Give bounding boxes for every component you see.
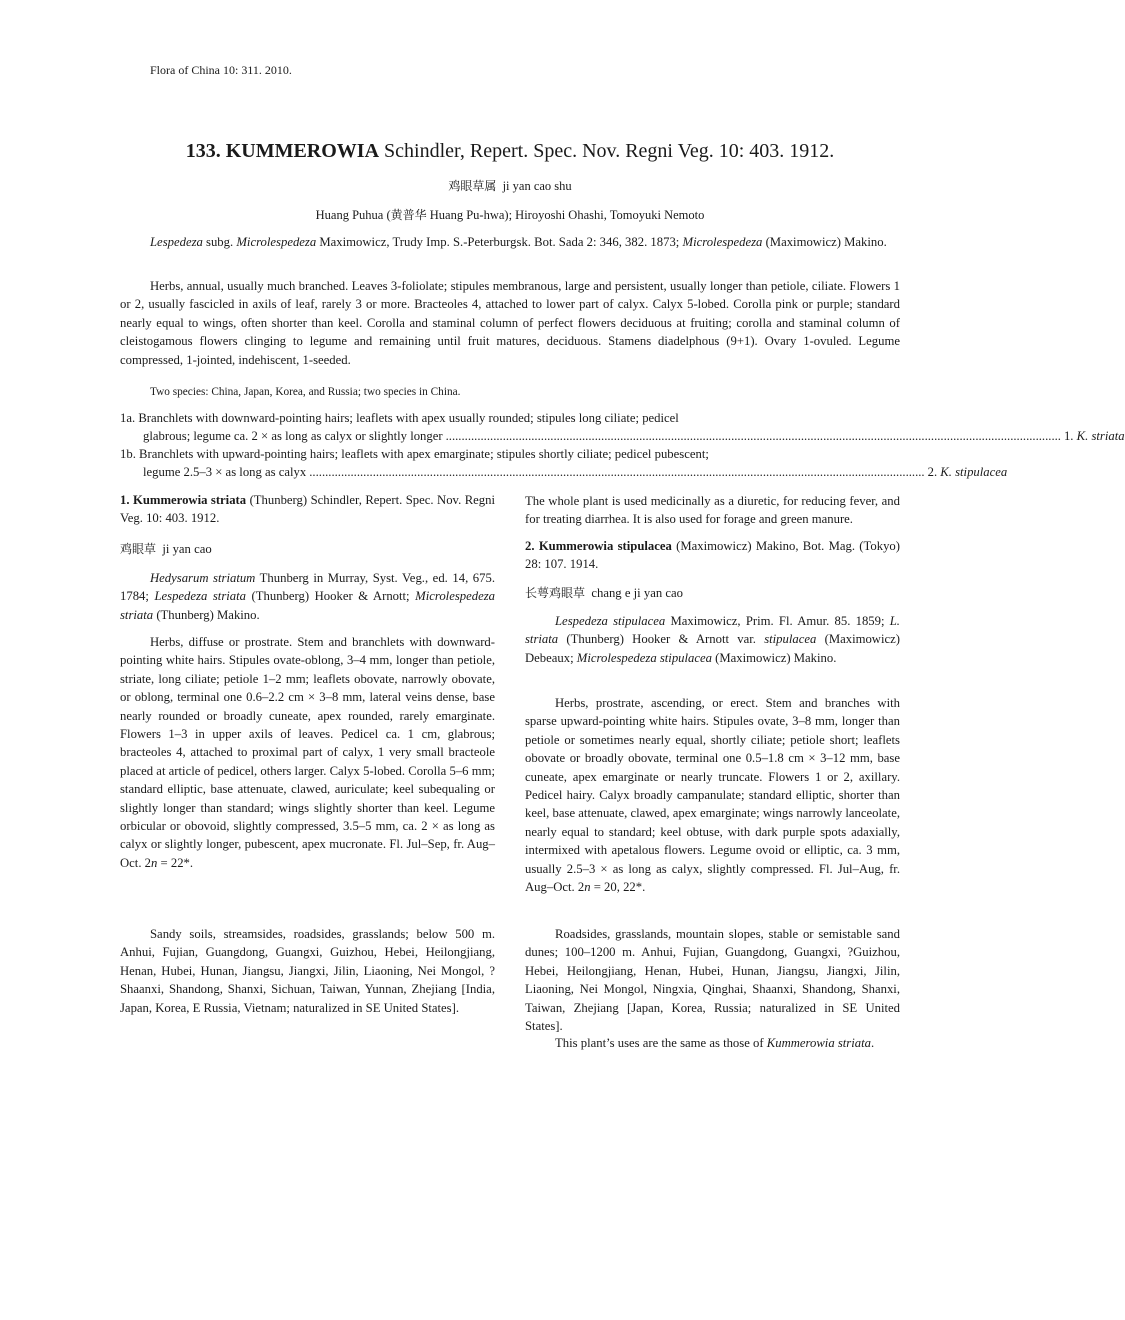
key-1b-result	[928, 463, 1008, 481]
species-2-pinyin: chang e ji yan cao	[591, 586, 683, 600]
syn-microlespedeza-2: Microlespedeza	[682, 235, 763, 249]
genus-synonymy	[120, 233, 900, 251]
species-2-publication: (Maximowicz) Makino, Bot. Mag. (Tokyo) 28: 107. 1914.	[525, 539, 900, 572]
s1-syn-a: Hedysarum striatum	[150, 571, 256, 585]
species-1-number: 1.	[120, 493, 133, 507]
key-1b-text: legume 2.5–3 × as long as calyx	[143, 465, 307, 479]
syn-microlespedeza: Microlespedeza	[236, 235, 317, 249]
genus-pinyin: ji yan cao shu	[502, 179, 572, 193]
genus-number: 133.	[185, 140, 221, 162]
syn-lespedeza: Lespedeza	[150, 235, 203, 249]
authors-pre: Huang Puhua (	[315, 208, 391, 222]
key-1a-line1: 1a. Branchlets with downward-pointing hairs; leaflets with apex usually rounded; stipules long ciliate; pedicel	[120, 411, 679, 425]
s2-syn-h: (Maximowicz) Makino.	[711, 650, 837, 665]
s2-uses-end: .	[870, 1036, 875, 1050]
species-1-chinese-name: 鸡眼草	[120, 542, 157, 556]
species-1-publication: (Thunberg) Schindler, Repert. Spec. Nov. Regni Veg. 10: 403. 1912.	[120, 493, 495, 526]
genus-authors	[120, 206, 900, 223]
species-2-uses	[525, 1034, 900, 1052]
key-1b-line2	[120, 463, 1008, 481]
s1-syn-d: (Thunberg) Hooker & Arnott;	[246, 589, 416, 604]
species-2-title	[525, 537, 900, 574]
key-1a-line2	[120, 427, 1125, 445]
key-1a-species: K. striata	[1076, 429, 1125, 443]
authors-post: Huang Pu-hwa); Hiroyoshi Ohashi, Tomoyuki Nemoto	[426, 208, 705, 222]
syn-text-b: subg.	[202, 235, 237, 249]
species-2-description	[525, 694, 900, 896]
species-1-title	[120, 491, 495, 528]
species-2-chinese-name: 长萼鸡眼草	[525, 586, 586, 600]
key-1a-result	[1064, 427, 1125, 445]
key-1b-line1: 1b. Branchlets with upward-pointing hairs; leaflets with apex emarginate; stipules shortly ciliate; pedicel pubescent;	[120, 447, 709, 461]
species-2-chinese-line	[525, 584, 900, 602]
s2-desc-text: Herbs, prostrate, ascending, or erect. Stem and branches with sparse upward-pointing white hairs. Stipules ovate, 3–8 mm, longer than petiole or sometimes nearly equal, shortly ciliate; petiole short; leaflets obovate or broadly obovate, terminal one 0.5–1.8 cm × 3–12 mm, base cuneate, apex emarginate or nearly truncate. Flowers 1 or 2, axillary. Pedicel hairy. Calyx broadly campanulate; standard elliptic, shorter than keel, base attenuate, clawed, apex emarginate; wings narrowly lanceolate, nearly equal to standard; keel obtuse, with dark purple spots adaxially, intermixed with apetalous flowers. Legume ovoid or elliptic, ca. 3 mm, usually 2.5–3 × as long as calyx, slightly compressed. Fl. Jul–Aug, fr. Aug–Oct. 2	[525, 696, 900, 895]
syn-text-d: Maximowicz, Trudy Imp. S.-Peterburgsk. Bot. Sada 2: 346, 382. 1873;	[316, 235, 683, 249]
key-1b-species: K. stipulacea	[940, 465, 1008, 479]
genus-publication: Schindler, Repert. Spec. Nov. Regni Veg. 10: 403. 1912.	[384, 140, 835, 162]
s2-syn-b: Maximowicz, Prim. Fl. Amur. 85. 1859;	[665, 614, 890, 628]
species-2-name: Kummerowia stipulacea	[538, 539, 672, 553]
s2-syn-e: stipulacea	[764, 632, 817, 647]
genus-distribution: Two species: China, Japan, Korea, and Russia; two species in China.	[150, 386, 461, 398]
s1-syn-b: Thunberg in Murray, Syst. Veg., ed. 14, 675. 1784;	[120, 571, 495, 604]
s2-syn-c: L. striata	[525, 614, 900, 647]
genus-chinese-name: 鸡眼草属	[448, 179, 497, 193]
s1-syn-e: Microlespedeza striata	[120, 589, 496, 622]
species-2-synonymy	[525, 612, 900, 667]
s1-desc-text: Herbs, diffuse or prostrate. Stem and branchlets with downward-pointing white hairs. Stipules ovate-oblong, 3–4 mm, longer than petiole, striate, long ciliate; petiole 1–2 mm; leaflets obovate, narrowly obovate, or oblong, terminal one 0.6–2.2 cm × 3–8 mm, lateral veins dense, base nearly rounded or broadly cuneate, apex rounded, rarely emarginate. Flowers 1–3 in upper axils of leaves. Pedicel ca. 1 cm, glabrous; bracteoles 4, attached to proximal part of calyx, 1 very small bracteole placed at article of pedicel, others larger. Calyx 5-lobed. Corolla 5–6 mm; standard elliptic, base attenuate, clawed, auriculate; keel subequaling or slightly longer than standard; wings slightly shorter than keel. Legume orbicular or obovoid, slightly compressed, 3.5–5 mm, ca. 2 × as long as calyx or slightly longer, pubescent, apex mucronate. Fl. Jul–Sep, fr. Aug–Oct. 2	[120, 635, 495, 870]
s1-syn-f: (Thunberg) Makino.	[153, 607, 260, 622]
s2-desc-count: = 20, 22*.	[590, 880, 646, 895]
species-key	[120, 409, 1125, 481]
page-header-citation: Flora of China 10: 311. 2010.	[150, 63, 292, 77]
s2-desc-n: n	[584, 880, 591, 895]
key-1a-leader-dots: ..................................................................................................................................................................................................	[445, 429, 1061, 443]
key-1a-num: 1.	[1063, 429, 1077, 443]
s2-syn-g: Microlespedeza stipulacea	[576, 650, 712, 665]
key-1a-text: glabrous; legume ca. 2 × as long as calyx or slightly longer	[143, 429, 443, 443]
key-1b-num: 2.	[927, 465, 941, 479]
species-2-habitat: Roadsides, grasslands, mountain slopes, stable or semistable sand dunes; 100–1200 m. Anhui, Fujian, Guangdong, Guangxi, ?Guizhou, Hebei, Heilongjiang, Henan, Hubei, Hunan, Jiangsu, Jiangxi, Jilin, Liaoning, Nei Mongol, Ningxia, Qinghai, Shaanxi, Shandong, Shanxi, Taiwan, Zhejiang [Japan, Korea, Russia; naturalized in SE United States].	[525, 927, 900, 1034]
species-1-name: Kummerowia striata	[132, 493, 247, 507]
syn-text-f: (Maximowicz) Makino.	[762, 235, 887, 249]
genus-description: Herbs, annual, usually much branched. Leaves 3-foliolate; stipules membranous, large and persistent, usually longer than petiole, ciliate. Flowers 1 or 2, usually fascicled in axils of leaf, rarely 3 or more. Bracteoles 4, attached to lower part of calyx. Calyx 5-lobed. Corolla pink or purple; standard nearly equal to wings, often shorter than keel. Corolla and staminal column of perfect flowers deciduous at fruiting; corolla and staminal column of cleistogamous flowers clinging to legume and remaining until fruit matures, deciduous. Stamens diadelphous (9+1). Ovary 1-ovuled. Legume compressed, 1-jointed, indehiscent, 1-seeded.	[120, 279, 900, 367]
genus-name: KUMMEROWIA	[225, 140, 380, 162]
species-1-description	[120, 633, 495, 872]
s2-syn-d: (Thunberg) Hooker & Arnott var.	[558, 632, 765, 647]
s2-syn-a: Lespedeza stipulacea	[555, 614, 666, 628]
s1-syn-c: Lespedeza striata	[154, 589, 246, 604]
s1-desc-n: n	[151, 855, 158, 870]
s2-syn-f: (Maximowicz) Debeaux;	[525, 632, 900, 665]
authors-chinese: 黄普华	[390, 208, 427, 222]
s1-desc-count: = 22*.	[157, 855, 194, 870]
species-1-synonymy	[120, 569, 495, 624]
s2-uses-species: Kummerowia striata	[766, 1036, 871, 1050]
genus-title	[120, 140, 900, 163]
genus-chinese-line	[120, 177, 900, 194]
key-1b-leader-dots: ..................................................................................................................................................................................................	[309, 465, 925, 479]
species-1-uses: The whole plant is used medicinally as a diuretic, for reducing fever, and for treating diarrhea. It is also used for forage and green manure.	[525, 494, 900, 527]
s2-uses-text: This plant’s uses are the same as those of	[555, 1036, 767, 1050]
species-1-pinyin: ji yan cao	[162, 542, 212, 556]
species-2-number: 2.	[525, 539, 539, 553]
species-1-habitat: Sandy soils, streamsides, roadsides, grasslands; below 500 m. Anhui, Fujian, Guangdong, Guangxi, Guizhou, Hebei, Heilongjiang, Henan, Hubei, Hunan, Jiangsu, Jiangxi, Jilin, Liaoning, Nei Mongol, ?Shaanxi, Shandong, Shanxi, Sichuan, Taiwan, Yunnan, Zhejiang [India, Japan, Korea, E Russia, Vietnam; naturalized in SE United States].	[120, 927, 495, 1015]
species-1-chinese-line	[120, 540, 495, 558]
